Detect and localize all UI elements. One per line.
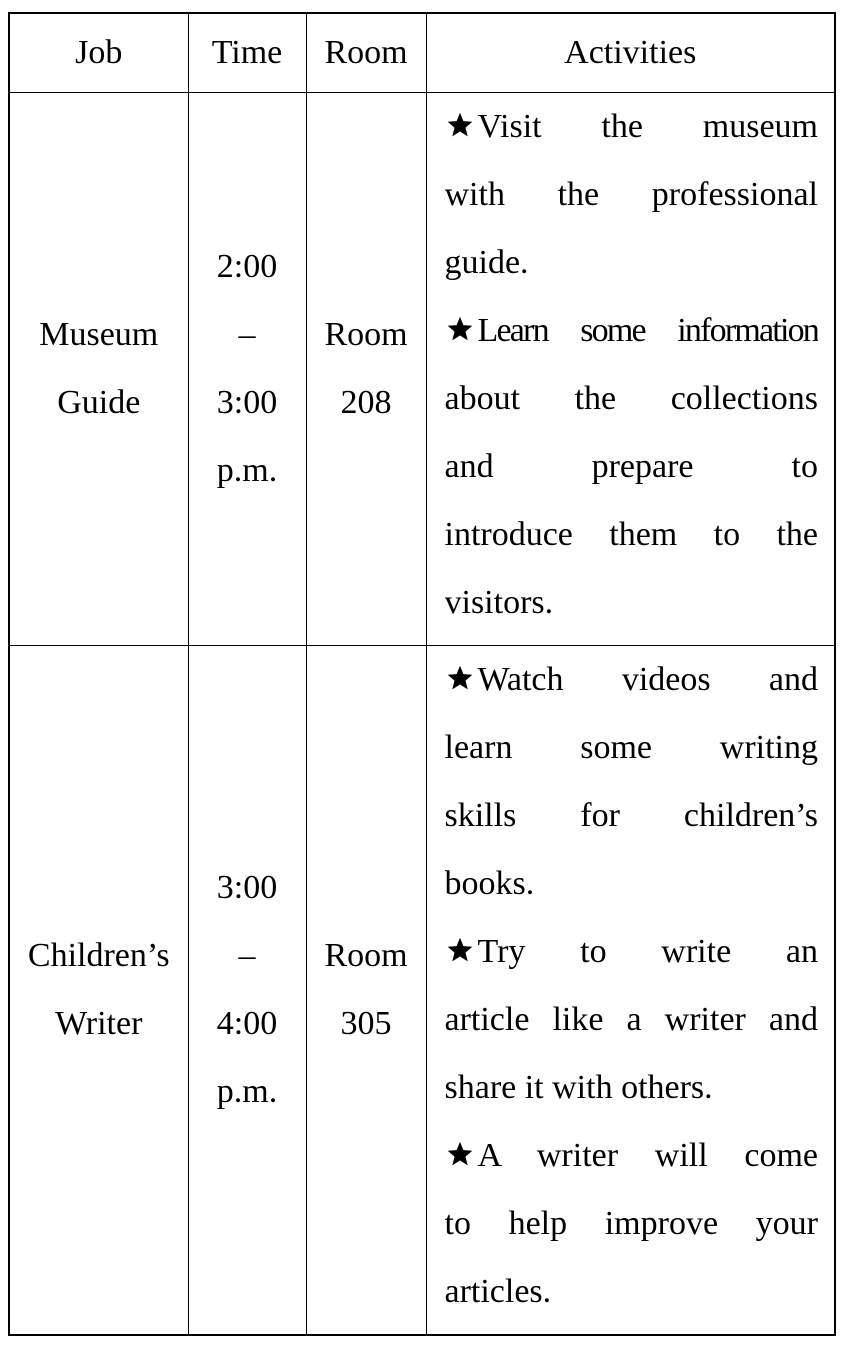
header-job: Job	[9, 13, 188, 93]
star-icon	[445, 1140, 475, 1168]
star-icon	[445, 315, 475, 343]
time-start: 3:00	[216, 869, 278, 906]
activity-line: books.	[444, 865, 535, 902]
activity-line: Watch videos and	[445, 646, 819, 714]
activities-cell	[426, 93, 835, 646]
activity-line: to help improve your	[444, 1205, 818, 1242]
star-icon	[445, 664, 475, 692]
time-dash: –	[238, 316, 256, 353]
job-name-line: Museum	[39, 316, 159, 353]
header-time: Time	[188, 13, 306, 93]
header-row	[9, 13, 835, 93]
room-cell	[306, 93, 426, 646]
activity-line: skills for children’s	[444, 797, 818, 834]
activity-line: Try to write an	[445, 918, 819, 986]
room-label: Room	[324, 937, 408, 974]
star-icon	[445, 936, 475, 964]
activity-line: learn some writing	[444, 729, 818, 766]
activity-schedule-table	[8, 12, 836, 1336]
time-period: p.m.	[216, 1073, 278, 1110]
time-end: 4:00	[216, 1005, 278, 1042]
time-start: 2:00	[216, 248, 278, 285]
activity-line: introduce them to the	[444, 516, 818, 553]
activity-line: A writer will come	[445, 1122, 819, 1190]
header-activities: Activities	[426, 13, 835, 93]
activity-line: visitors.	[444, 584, 554, 621]
room-label: Room	[324, 316, 408, 353]
time-period: p.m.	[216, 452, 278, 489]
job-cell	[9, 646, 188, 1336]
activity-line: guide.	[444, 244, 529, 281]
time-end: 3:00	[216, 384, 278, 421]
table-row	[9, 93, 835, 646]
activities-cell	[426, 646, 835, 1336]
activity-line: article like a writer and	[444, 1001, 818, 1038]
activity-line: about the collections	[444, 380, 818, 417]
activity-line: Visit the museum	[445, 93, 819, 161]
room-number: 208	[340, 384, 392, 421]
time-cell	[188, 93, 306, 646]
header-room: Room	[306, 13, 426, 93]
room-cell	[306, 646, 426, 1336]
job-cell	[9, 93, 188, 646]
activity-line: with the professional	[444, 176, 818, 213]
table-row	[9, 646, 835, 1336]
job-name-line: Children’s	[27, 937, 170, 974]
activity-line: Learn some information	[445, 297, 819, 365]
job-name-line: Guide	[57, 384, 141, 421]
activity-line: share it with others.	[444, 1069, 713, 1106]
star-icon	[445, 111, 475, 139]
job-name-line: Writer	[55, 1005, 143, 1042]
time-cell	[188, 646, 306, 1336]
time-dash: –	[238, 937, 256, 974]
room-number: 305	[340, 1005, 392, 1042]
activity-line: and prepare to	[444, 448, 818, 485]
activity-line: articles.	[444, 1273, 552, 1310]
